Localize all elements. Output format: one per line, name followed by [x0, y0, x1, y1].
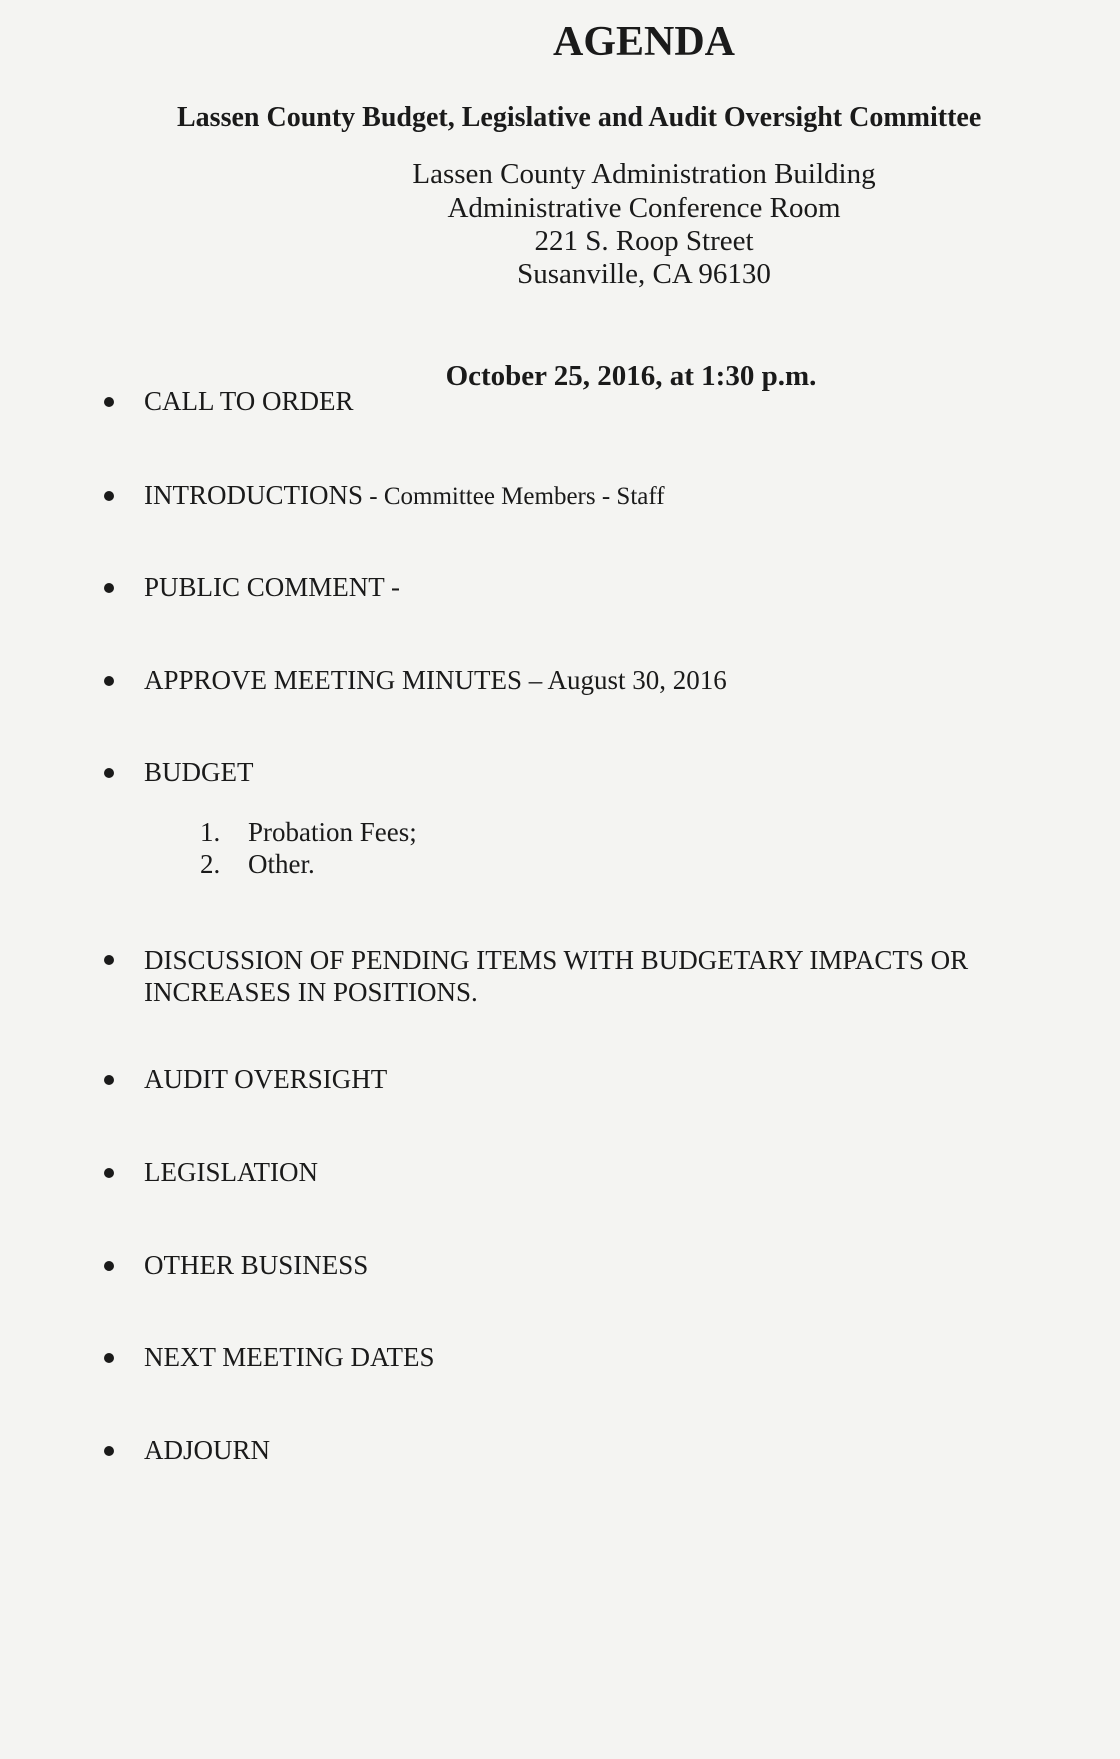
bullet-icon [104, 676, 114, 686]
agenda-item-introductions: INTRODUCTIONS - Committee Members - Staff [104, 480, 665, 511]
bullet-icon [104, 1075, 114, 1085]
agenda-item-budget: BUDGET [104, 757, 254, 788]
bullet-icon [104, 1446, 114, 1456]
subitem-label: Other. [248, 849, 315, 879]
bullet-icon [104, 1353, 114, 1363]
subitem-number: 2. [200, 849, 221, 879]
subitem-label: Probation Fees; [248, 817, 417, 847]
agenda-item-public-comment: PUBLIC COMMENT - [104, 572, 400, 603]
address-city: Susanville, CA 96130 [517, 258, 771, 290]
bullet-icon [104, 491, 114, 501]
address-room: Administrative Conference Room [447, 192, 841, 224]
address-building: Lassen County Administration Building [412, 158, 876, 190]
agenda-item-legislation: LEGISLATION [104, 1157, 318, 1188]
agenda-item-audit-oversight: AUDIT OVERSIGHT [104, 1064, 387, 1095]
agenda-item-adjourn: ADJOURN [104, 1435, 270, 1466]
bullet-icon [104, 397, 114, 407]
agenda-item-next-meeting: NEXT MEETING DATES [104, 1342, 434, 1373]
bullet-icon [104, 768, 114, 778]
meeting-date: October 25, 2016, at 1:30 p.m. [445, 360, 817, 392]
budget-subitem [200, 849, 315, 880]
bullet-icon [104, 955, 114, 965]
page-title: AGENDA [552, 19, 735, 65]
address-street: 221 S. Roop Street [534, 225, 754, 257]
agenda-item-approve-minutes: APPROVE MEETING MINUTES – August 30, 2016 [104, 665, 727, 696]
agenda-item-other-business: OTHER BUSINESS [104, 1250, 368, 1281]
agenda-item-discussion: DISCUSSION OF PENDING ITEMS WITH BUDGETARY IMPACTS OR INCREASES IN POSITIONS. [104, 944, 1064, 1008]
subitem-number: 1. [200, 817, 221, 847]
budget-subitem [200, 817, 417, 848]
agenda-item-call-to-order: CALL TO ORDER [104, 386, 354, 417]
introductions-detail: - Committee Members - Staff [363, 483, 665, 510]
bullet-icon [104, 1261, 114, 1271]
bullet-icon [104, 1168, 114, 1178]
bullet-icon [104, 583, 114, 593]
committee-name: Lassen County Budget, Legislative and Audit Oversight Committee [177, 102, 982, 133]
